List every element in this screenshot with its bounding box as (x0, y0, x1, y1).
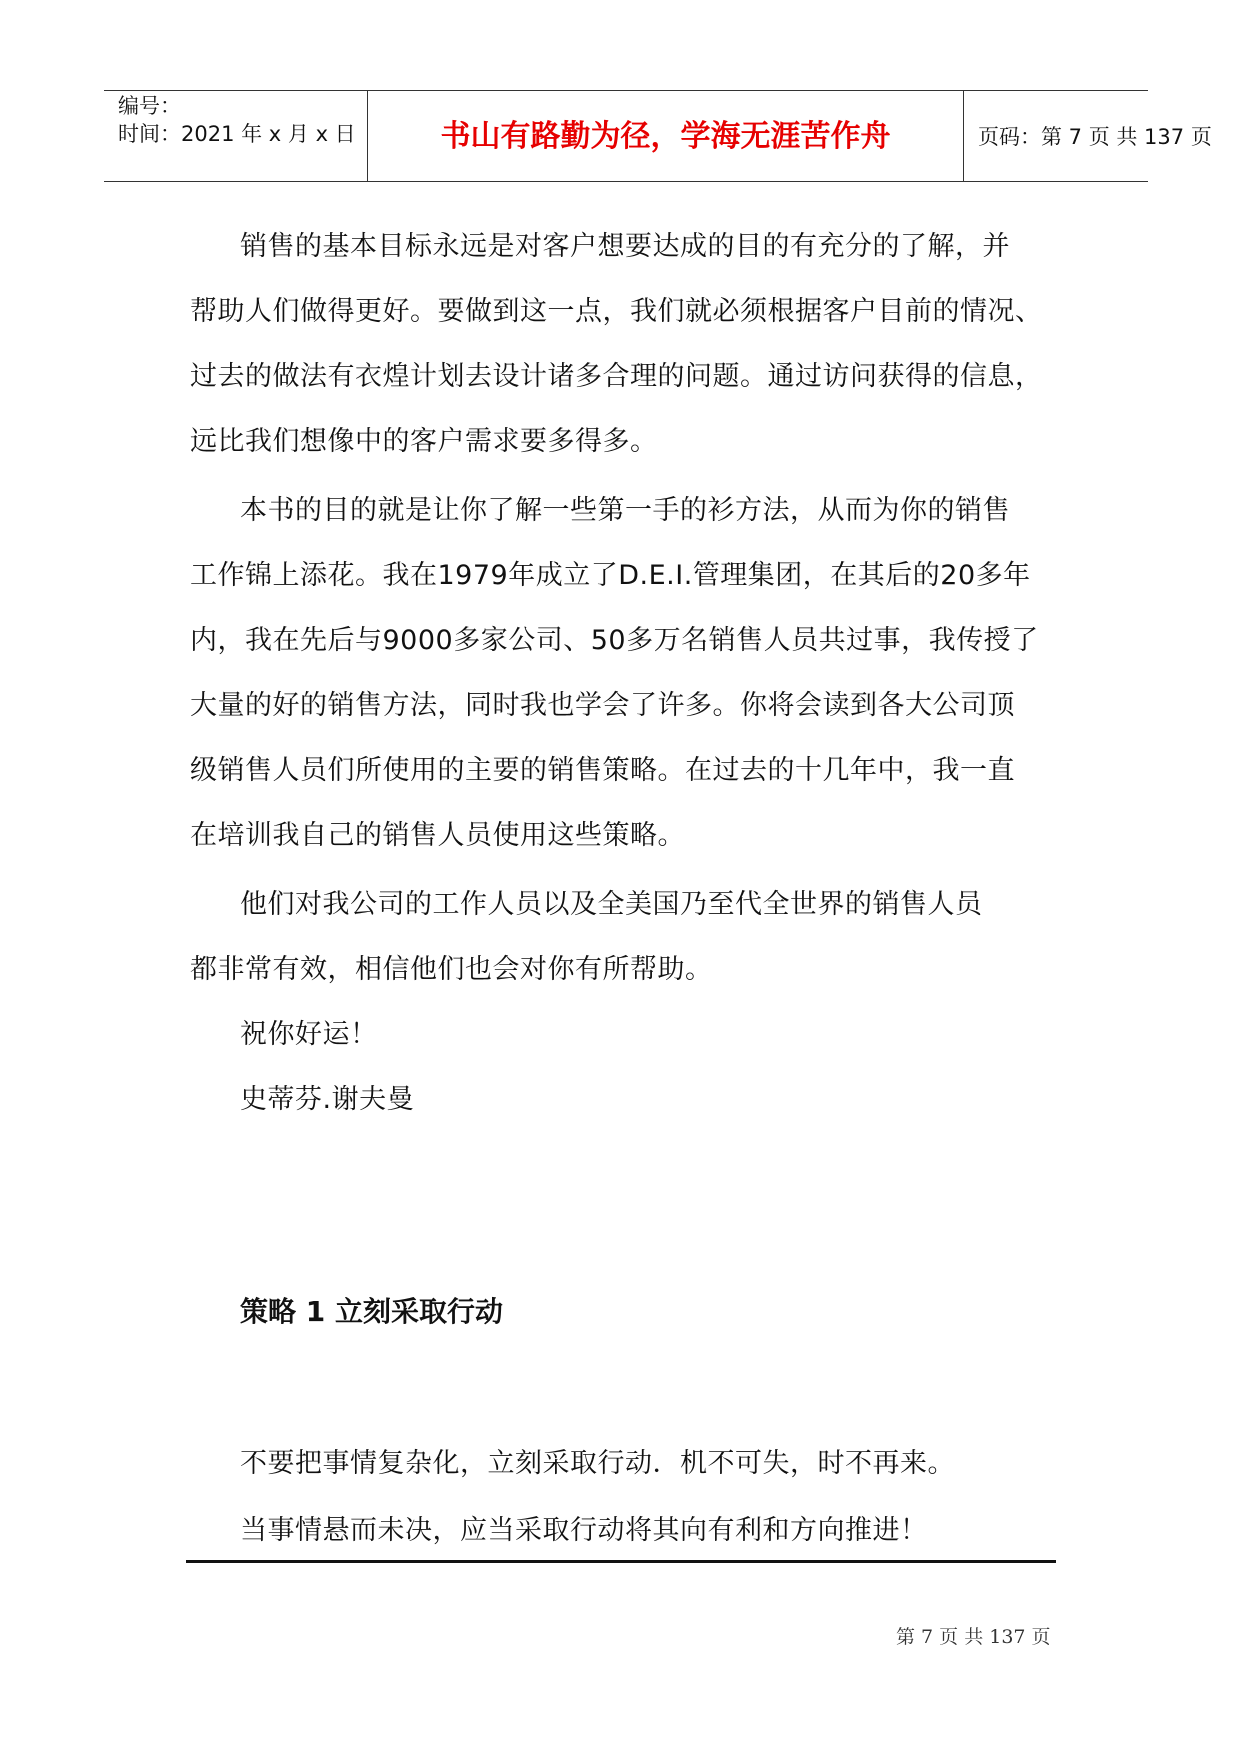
paragraph-line: 工作锦上添花。我在1979年成立了D.E.I.管理集团，在其后的20多年 (190, 560, 1031, 591)
paragraph-line: 内，我在先后与9000多家公司、50多万名销售人员共过事，我传授了 (190, 625, 1039, 656)
paragraph-line: 在培训我自己的销售人员使用这些策略。 (190, 820, 685, 851)
paragraph-line: 大量的好的销售方法，同时我也学会了许多。你将会读到各大公司顶 (190, 690, 1015, 721)
paragraph-line: 当事情悬而未决，应当采取行动将其向有利和方向推进！ (240, 1515, 928, 1546)
signature: 史蒂芬.谢夫曼 (240, 1084, 415, 1115)
page-footer: 第 7 页 共 137 页 (896, 1626, 1051, 1648)
paragraph-line: 帮助人们做得更好。要做到这一点，我们就必须根据客户目前的情况、 (190, 296, 1043, 327)
paragraph-line: 销售的基本目标永远是对客户想要达成的目的有充分的了解，并 (240, 231, 1010, 262)
section-heading: 策略 1 立刻采取行动 (240, 1295, 503, 1328)
header-motto: 书山有路勤为径，学海无涯苦作舟 (368, 91, 964, 181)
document-time-label: 时间：2021 年 x 月 x 日 (118, 122, 356, 146)
body-text (190, 214, 1090, 1132)
page-header (104, 90, 1212, 182)
section-body (240, 1430, 955, 1564)
paragraph-line: 本书的目的就是让你了解一些第一手的衫方法，从而为你的销售 (240, 495, 1010, 526)
header-page-number: 页码：第 7 页 共 137 页 (978, 125, 1212, 149)
paragraph-line: 不要把事情复杂化，立刻采取行动．机不可失，时不再来。 (240, 1448, 955, 1479)
paragraph-line: 级销售人员们所使用的主要的销售策略。在过去的十几年中，我一直 (190, 755, 1015, 786)
paragraph-line: 他们对我公司的工作人员以及全美国乃至代全世界的销售人员 (240, 889, 983, 920)
paragraph-line: 远比我们想像中的客户需求要多得多。 (190, 426, 658, 457)
paragraph-line: 过去的做法有衣煌计划去设计诸多合理的问题。通过访问获得的信息， (190, 361, 1043, 392)
document-number-label: 编号： (118, 94, 181, 118)
bottom-rule (186, 1560, 1056, 1563)
header-meta (104, 91, 368, 181)
closing-line: 祝你好运！ (240, 1019, 378, 1050)
paragraph-line: 都非常有效，相信他们也会对你有所帮助。 (190, 954, 713, 985)
